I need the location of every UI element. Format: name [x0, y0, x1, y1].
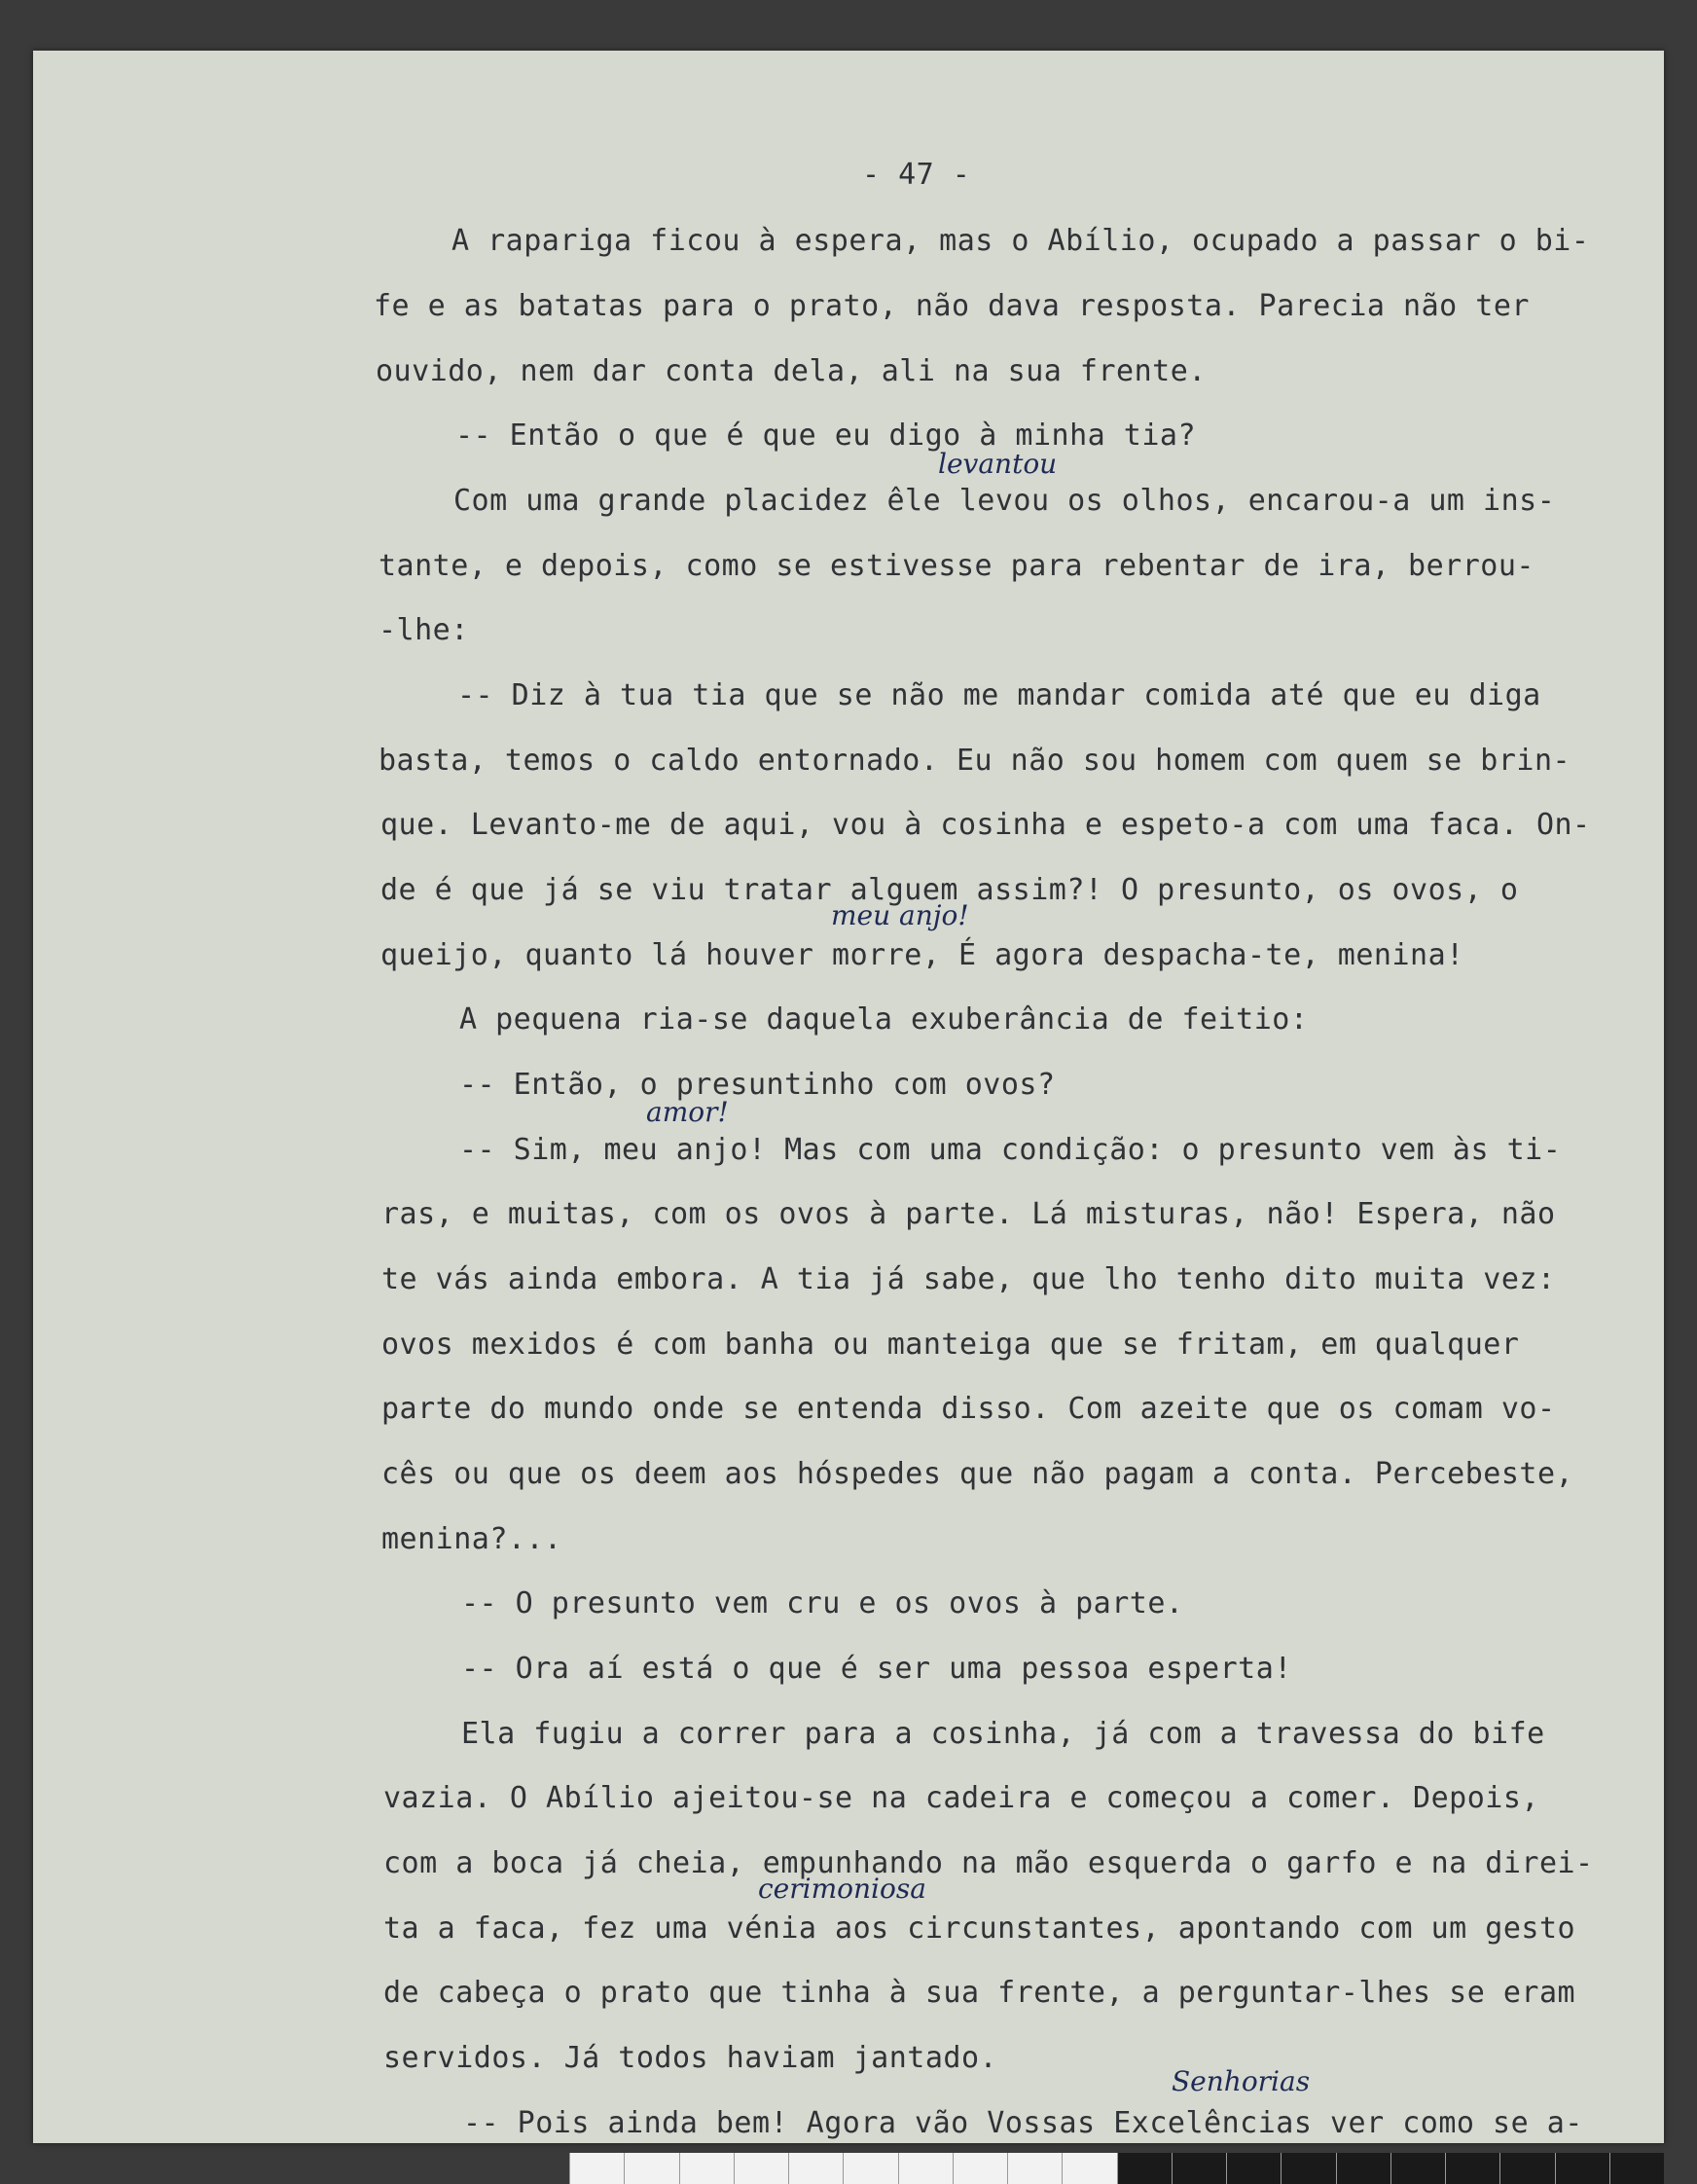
text-line: ovos mexidos é com banha ou manteiga que se fritam, em qualquer: [381, 1328, 1520, 1362]
text-line: parte do mundo onde se entenda disso. Com azeite que os comam vo-: [381, 1392, 1556, 1426]
text-line: vazia. O Abílio ajeitou-se na cadeira e começou a comer. Depois,: [383, 1781, 1539, 1815]
text-line: -- Então, o presuntinho com ovos?: [459, 1068, 1056, 1102]
text-line: -lhe:: [379, 613, 469, 647]
text-line: -- O presunto vem cru e os ovos à parte.: [461, 1586, 1184, 1620]
text-line: -- Pois ainda bem! Agora vão Vossas Excelências ver como se a-: [463, 2106, 1583, 2140]
text-line: Com uma grande placidez êle levou os olhos, encarou-a um ins-: [453, 484, 1556, 518]
text-line: queijo, quanto lá houver morre, É agora despacha-te, menina!: [380, 938, 1464, 972]
text-line: que. Levanto-me de aqui, vou à cosinha e espeto-a com uma faca. On-: [380, 808, 1591, 842]
text-line: servidos. Já todos haviam jantado.: [383, 2041, 998, 2075]
text-line: menina?...: [381, 1522, 562, 1556]
text-line: A rapariga ficou à espera, mas o Abílio, ocupado a passar o bi-: [451, 224, 1590, 258]
typewritten-page: [33, 51, 1664, 2143]
text-line: com a boca já cheia, empunhando na mão esquerda o garfo e na direi-: [383, 1846, 1594, 1880]
handwritten-correction: amor!: [646, 1096, 729, 1128]
text-line: -- Então o que é que eu digo à minha tia?: [455, 419, 1197, 453]
text-line: ras, e muitas, com os ovos à parte. Lá misturas, não! Espera, não: [381, 1197, 1556, 1231]
text-line: -- Diz à tua tia que se não me mandar comida até que eu diga: [457, 678, 1541, 712]
text-line: A pequena ria-se daquela exuberância de feitio:: [459, 1002, 1309, 1037]
text-line: te vás ainda embora. A tia já sabe, que lho tenho dito muita vez:: [381, 1262, 1556, 1296]
handwritten-correction: levantou: [938, 448, 1058, 480]
text-line: ta a faca, fez uma vénia aos circunstantes, apontando com um gesto: [383, 1911, 1576, 1946]
handwritten-correction: Senhorias: [1172, 2065, 1311, 2097]
text-line: ouvido, nem dar conta dela, ali na sua frente.: [376, 354, 1207, 388]
handwritten-correction: cerimoniosa: [758, 1873, 926, 1905]
text-line: de cabeça o prato que tinha à sua frente, a perguntar-lhes se eram: [383, 1976, 1576, 2010]
text-line: cês ou que os deem aos hóspedes que não pagam a conta. Percebeste,: [381, 1457, 1574, 1491]
text-line: de é que já se viu tratar alguem assim?! O presunto, os ovos, o: [380, 873, 1519, 907]
text-line: -- Sim, meu anjo! Mas com uma condição: o presunto vem às ti-: [459, 1133, 1562, 1167]
text-line: -- Ora aí está o que é ser uma pessoa esperta!: [461, 1652, 1292, 1686]
text-line: fe e as batatas para o prato, não dava resposta. Parecia não ter: [374, 289, 1530, 323]
handwritten-correction: meu anjo!: [831, 899, 969, 931]
text-line: tante, e depois, como se estivesse para rebentar de ira, berrou-: [379, 549, 1535, 583]
text-line: basta, temos o caldo entornado. Eu não sou homem com quem se brin-: [379, 744, 1571, 778]
text-line: Ela fugiu a correr para a cosinha, já com a travessa do bife: [461, 1717, 1545, 1751]
page-number: - 47 -: [862, 158, 971, 192]
color-scale-ruler: [569, 2153, 1664, 2184]
